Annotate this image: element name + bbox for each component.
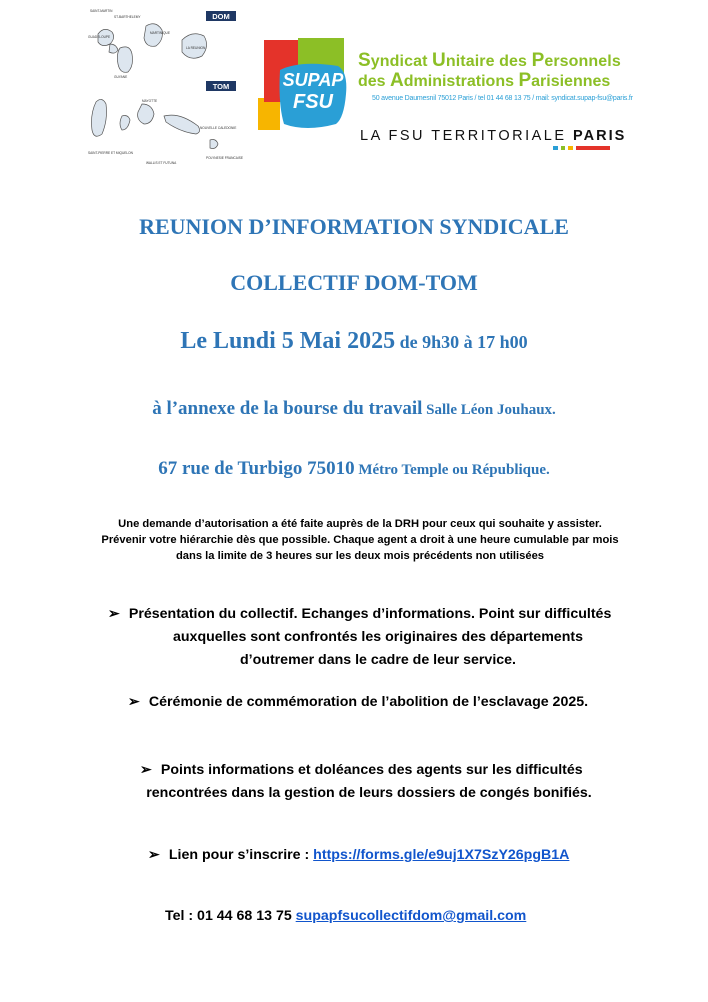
org-name-part: des xyxy=(358,73,391,90)
meeting-room: Salle Léon Jouhaux. xyxy=(422,402,556,418)
island-saint-martin xyxy=(109,44,118,53)
map-label-reunion: LA REUNION xyxy=(186,46,206,50)
org-name-part: ersonnels xyxy=(544,53,621,70)
org-name-initial: S xyxy=(358,50,371,71)
island-mayotte xyxy=(138,104,154,124)
agenda-item-1 xyxy=(108,604,611,625)
map-label-wallis: WALLIS ET FUTUNA xyxy=(146,161,177,165)
agenda-item-3-line2: rencontrées dans la gestion de leurs dossiers de congés bonifiés. xyxy=(146,785,592,801)
meeting-place-line xyxy=(0,398,708,420)
logo-text-supap: SUPAP xyxy=(282,70,344,90)
agenda-item-4 xyxy=(148,845,569,866)
org-name-part: nitaire des xyxy=(445,53,532,70)
agenda-item-1-line1: Présentation du collectif. Echanges d’informations. Point sur difficultés xyxy=(128,606,612,622)
page-subtitle: COLLECTIF DOM-TOM xyxy=(230,270,478,295)
org-name-part: dministrations xyxy=(403,73,519,90)
map-label-guyane: GUYANE xyxy=(114,75,128,79)
tom-badge-label: TOM xyxy=(212,82,230,91)
meeting-metro: Métro Temple ou République. xyxy=(354,462,550,478)
org-name-part: yndicat xyxy=(370,53,433,70)
island-wallis xyxy=(120,116,130,131)
map-label-saint-pierre: SAINT-PIERRE ET MIQUELON xyxy=(88,151,133,155)
dom-tom-map-illustration xyxy=(86,4,246,174)
supap-fsu-logo-graphic xyxy=(258,38,358,133)
map-label-polynesie: POLYNESIE FRANCAISE xyxy=(206,156,243,160)
map-label-nouvelle-caledonie: NOUVELLE CALEDONIE xyxy=(200,126,237,130)
meeting-place: à l’annexe de la bourse du travail xyxy=(152,398,423,419)
signup-link[interactable]: https://forms.gle/e9uj1X7SzY26pgB1A xyxy=(313,847,570,863)
arrow-bullet-icon: ➢ xyxy=(128,694,140,710)
signup-label: Lien pour s’inscrire : xyxy=(168,847,314,863)
agenda-item-1-line3: d’outremer dans le cadre de leur service. xyxy=(240,652,516,668)
org-address: 50 avenue Daumesnil 75012 Paris / tel 01 44 68 13 75 / mail: syndicat.supap-fsu@paris.fr xyxy=(372,95,633,102)
tagline-color-bar xyxy=(553,146,613,150)
island-saint-pierre xyxy=(92,99,107,136)
meeting-street: 67 rue de Turbigo 75010 xyxy=(158,458,355,479)
notice-line: dans la limite de 3 heures sur les deux mois précédents non utilisées xyxy=(175,550,545,562)
authorization-notice xyxy=(80,516,640,564)
fsu-territoriale-tagline xyxy=(360,128,626,144)
tagline-regular: LA FSU TERRITORIALE xyxy=(360,128,574,144)
notice-line: Une demande d’autorisation a été faite auprès de la DRH pour ceux qui souhaite y assister. xyxy=(118,518,602,530)
island-martinique xyxy=(144,24,162,47)
map-label-guadeloupe: GUADELOUPE xyxy=(88,35,111,39)
arrow-bullet-icon: ➢ xyxy=(148,847,160,863)
supap-fsu-logo xyxy=(258,38,358,133)
map-label-saint-martin: SAINT-MARTIN xyxy=(90,9,113,13)
meeting-time: de 9h30 à 17 h00 xyxy=(395,332,528,352)
agenda-item-1-line2: auxquelles sont confrontés les originaires des départements xyxy=(173,629,583,645)
org-name-part: arisiennes xyxy=(531,73,611,90)
island-guyane xyxy=(117,47,132,72)
page-title: REUNION D’INFORMATION SYNDICALE xyxy=(139,214,569,239)
agenda-item-3-line1: Points informations et doléances des agents sur les difficultés xyxy=(160,762,583,778)
map-label-st-barthelemy: ST-BARTHELEMY xyxy=(114,15,141,19)
org-name-initial: U xyxy=(432,50,446,71)
contact-phone: Tel : 01 44 68 13 75 xyxy=(165,908,296,924)
island-nouvelle-caledonie xyxy=(164,115,200,134)
dom-tom-map xyxy=(86,4,246,174)
map-label-martinique: MARTINIQUE xyxy=(150,31,170,35)
contact-line xyxy=(165,908,526,924)
agenda-item-3 xyxy=(140,760,583,781)
map-label-mayotte: MAYOTTE xyxy=(142,99,158,103)
dom-badge-label: DOM xyxy=(212,12,230,21)
meeting-date-line xyxy=(0,328,708,355)
org-name-initial: P xyxy=(518,70,532,91)
logo-text-fsu: FSU xyxy=(293,91,333,113)
org-name-initial: A xyxy=(390,70,404,91)
notice-line: Prévenir votre hiérarchie dès que possible. Chaque agent a droit à une heure cumulable par mois xyxy=(101,534,619,546)
tagline-bold: PARIS xyxy=(573,128,627,144)
agenda-item-2-text: Cérémonie de commémoration de l’abolition de l’esclavage 2025. xyxy=(148,694,589,710)
arrow-bullet-icon: ➢ xyxy=(108,606,120,622)
agenda-item-2 xyxy=(128,692,588,713)
arrow-bullet-icon: ➢ xyxy=(140,762,152,778)
org-name-line2 xyxy=(358,70,610,92)
meeting-address-line xyxy=(0,458,708,480)
island-polynesie xyxy=(210,140,218,149)
meeting-date: Le Lundi 5 Mai 2025 xyxy=(180,328,396,354)
contact-email-link[interactable]: supapfsucollectifdom@gmail.com xyxy=(295,908,527,924)
org-name-line1 xyxy=(358,50,621,72)
org-name-initial: P xyxy=(531,50,545,71)
